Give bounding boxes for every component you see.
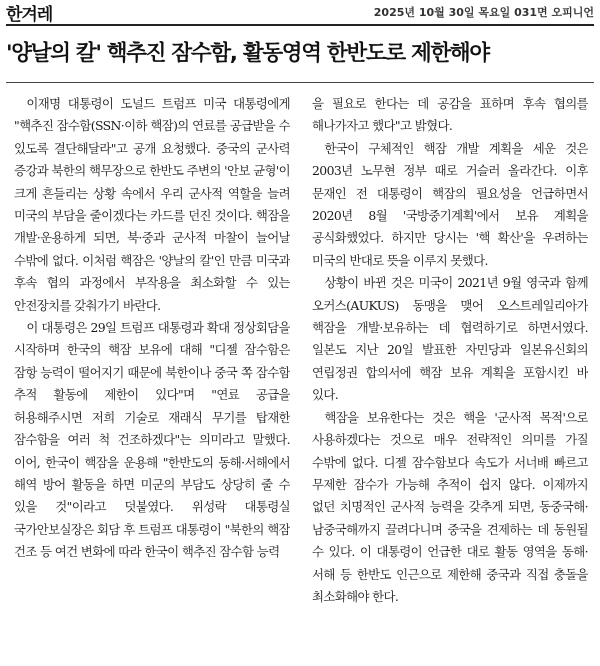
- paragraph: 이재명 대통령이 도널드 트럼프 미국 대통령에게 "핵추진 잠수함(SSN·이하 핵잠)의 연료를 공급받을 수 있도록 결단해달라"고 공개 요청했다. 중국의 군사력 증강과 북한의 핵무장으로 한반도 주변의 '안보 균형'이 크게 흔들리는 상황 속에서 우리 군사적 역할을 늘려 미국의 부담을 줄이겠다는 카드를 던진 것이다. 핵잠을 개발·운용하게 되면, 북·중과 군사적 마찰이 늘어날 수밖에 없다. 이처럼 핵잠은 '양날의 칼'인 만큼 미국과 후속 협의 과정에서 부작용을 최소화할 수 있는 안전장치를 갖춰가기 바란다.: [14, 96, 290, 313]
- headline-divider: [6, 82, 594, 83]
- article-column-right: [312, 93, 588, 663]
- paragraph: 이 대통령은 29일 트럼프 대통령과 확대 정상회담을 시작하며 한국의 핵잠 보유에 대해 "디젤 잠수함은 잠항 능력이 떨어지기 때문에 북한이나 중국 쪽 잠수함 추적 활동에 제한이 있다"며 "연료 공급을 허용해주시면 저희 기술로 재래식 무기를 탑재한 잠수함을 여러 척 건조하겠다"는 의미라고 말했다. 이어, 한국이 핵잠을 운용해 "한반도의 동해·서해에서 해역 방어 활동을 하면 미군의 부담도 상당히 줄 수 있을 것"이라고 덧붙였다. 위성락 대통령실 국가안보실장은 회담 후 트럼프 대통령이 "북한의 핵잠 건조 등 여건 변화에 따라 한국이 핵추진 잠수함 능력: [14, 320, 290, 560]
- paragraph-continued: 을 필요로 한다는 데 공감을 표하며 후속 협의를 해나가자고 했다"고 밝혔다.: [312, 96, 588, 134]
- newspaper-logo: 한겨레: [6, 4, 53, 25]
- editorial-headline: '양날의 칼' 핵추진 잠수함, 활동영역 한반도로 제한해야: [6, 41, 489, 66]
- paragraph: 상황이 바뀐 것은 미국이 2021년 9월 영국과 함께 오커스(AUKUS) 동맹을 맺어 오스트레일리아가 핵잠을 개발·보유하는 데 협력하기로 하면서였다. 일본도 지난 20일 발표한 자민당과 일본유신회의 연립정권 합의서에 핵잠 보유 계획을 포함시킨 바 있다.: [312, 275, 588, 403]
- masthead: [6, 0, 594, 26]
- article-column-left: [14, 93, 290, 663]
- paragraph: 한국이 구체적인 핵잠 개발 계획을 세운 것은 2003년 노무현 정부 때로 거슬러 올라간다. 이후 문재인 전 대통령이 핵잠의 필요성을 언급하면서 2020년 8월 '국방중기계획'에서 보유 계획을 공식화했었다. 하지만 당시는 '핵 확산'을 우려하는 미국의 반대로 뜻을 이루지 못했다.: [312, 140, 588, 268]
- paragraph: 핵잠을 보유한다는 것은 핵을 '군사적 목적'으로 사용하겠다는 것으로 매우 전략적인 의미를 가질 수밖에 없다. 디젤 잠수함보다 속도가 서너배 빠르고 무제한 잠수가 가능해 추적이 쉽지 않다. 이제까지 없던 치명적인 군사적 능력을 갖추게 되면, 동중국해·남중국해까지 끌려다니며 중국을 견제하는 데 동원될 수 있다. 이 대통령이 언급한 대로 활동 영역을 동해·서해 등 한반도 인근으로 제한해 중국과 직접 충돌을 최소화해야 한다.: [312, 409, 588, 604]
- issue-dateline: 2025년 10월 30일 목요일 031면 오피니언: [373, 6, 594, 19]
